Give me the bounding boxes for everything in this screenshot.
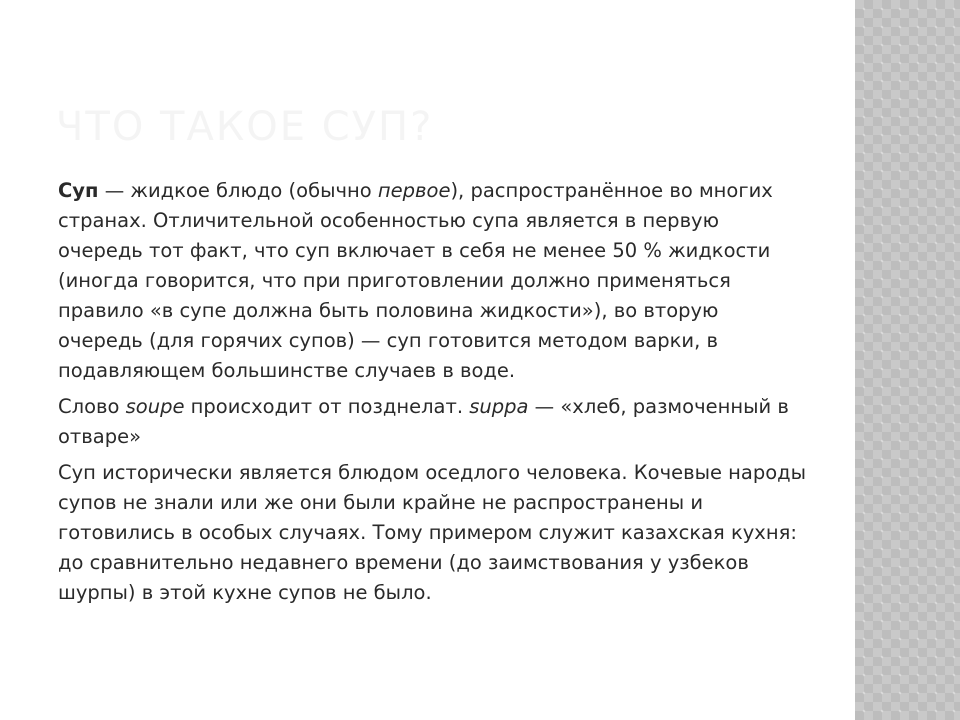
paragraph-etymology (58, 392, 808, 452)
etymology-text-2: происходит от позднелат. (184, 395, 470, 418)
definition-text-2: ), распространённое во многих странах. Отличительной особенностью супа является в первую очередь тот факт, что суп включает в себя не менее 50 % жидкости (иногда говорится, что при приготовлении должно применяться правило «в супе должна быть половина жидкости»), во вторую очередь (для горячих супов) — суп готовится методом варки, в подавляющем большинстве случаев в воде. (58, 179, 773, 382)
etymology-text-1: Слово (58, 395, 126, 418)
decorative-side-pattern (855, 0, 960, 720)
paragraph-history: Суп исторически является блюдом оседлого человека. Кочевые народы супов не знали или же они были крайне не распространены и готовились в особых случаях. Тому примером служит казахская кухня: до сравнительно недавнего времени (до заимствования у узбеков шурпы) в этой кухне супов не было. (58, 461, 807, 604)
definition-text-1: — жидкое блюдо (обычно (98, 179, 378, 202)
slide-title: ЧТО ТАКОЕ СУП? (56, 104, 434, 150)
etymology-word-soupe: soupe (125, 395, 185, 418)
etymology-text-3: — «хлеб, размоченный в отваре» (58, 395, 789, 448)
definition-emphasis: первое (377, 179, 451, 202)
slide-body (58, 176, 808, 614)
etymology-word-suppa: suppa (469, 395, 529, 418)
term-soup: Суп (58, 179, 99, 202)
paragraph-definition (58, 176, 808, 386)
